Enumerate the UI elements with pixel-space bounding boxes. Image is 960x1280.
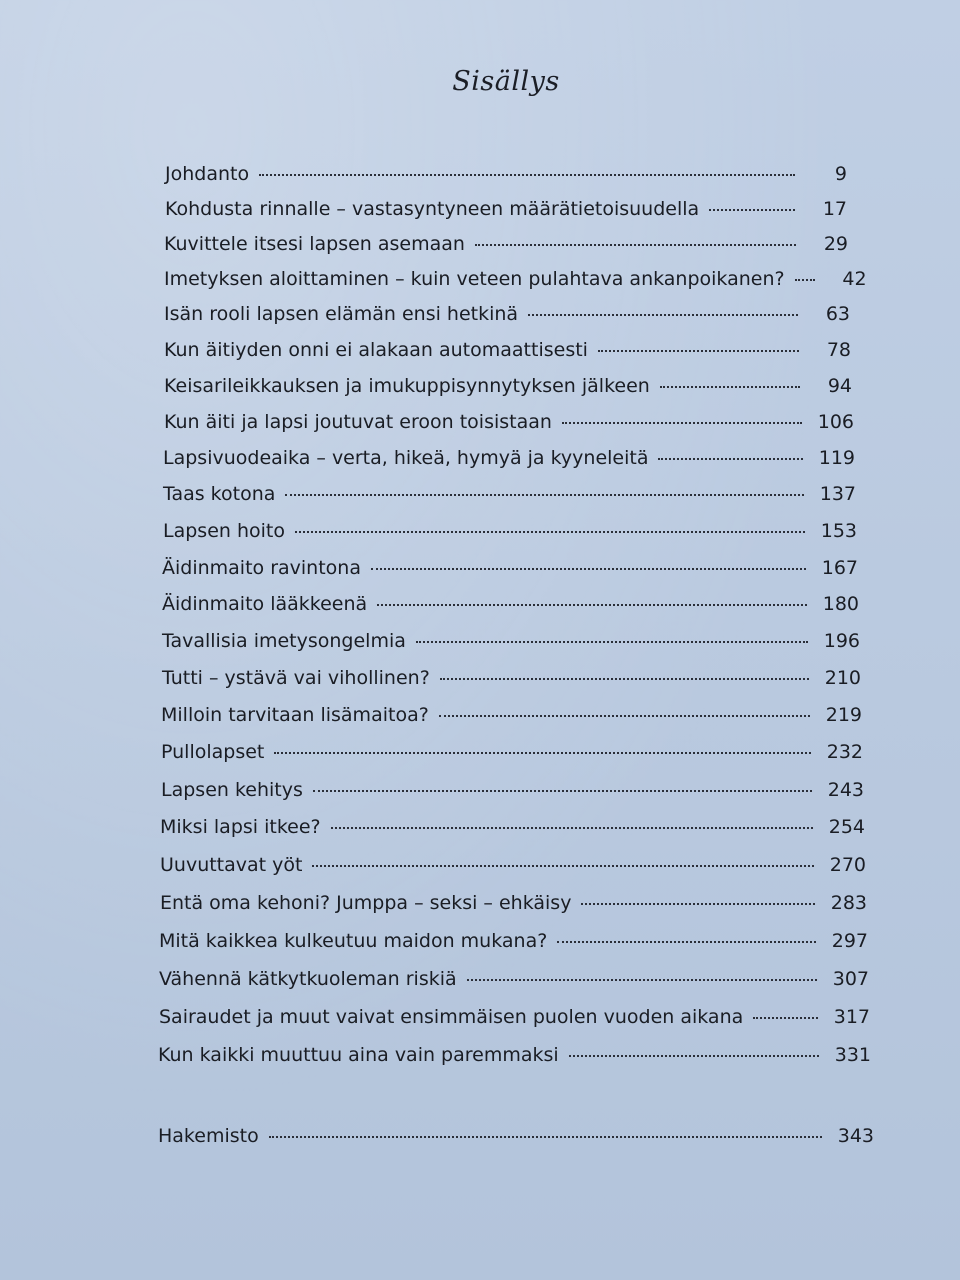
toc-entry-label: Kuvittele itsesi lapsen asemaan	[164, 233, 465, 255]
toc-entry-page: 9	[834, 163, 847, 185]
toc-entry-label: Milloin tarvitaan lisämaitoa?	[161, 704, 429, 726]
toc-entry-label: Miksi lapsi itkee?	[160, 816, 321, 838]
toc-entry-page: 270	[829, 854, 866, 876]
dot-leader	[269, 1136, 822, 1138]
toc-entry	[160, 853, 866, 877]
toc-entry-label: Uuvuttavat yöt	[160, 854, 303, 876]
toc-entry-label: Lapsen kehitys	[161, 779, 303, 801]
toc-entry	[164, 302, 850, 326]
dot-leader	[557, 941, 816, 943]
toc-entry-index	[158, 1124, 874, 1148]
toc-entry-page: 29	[823, 233, 848, 255]
toc-entry-label: Tutti – ystävä vai vihollinen?	[162, 667, 430, 689]
toc-entry	[163, 482, 856, 506]
dot-leader	[440, 678, 809, 680]
toc-entry-page: 297	[831, 930, 868, 952]
dot-leader	[475, 244, 796, 246]
toc-entry-label: Hakemisto	[158, 1125, 259, 1147]
toc-entry-label: Imetyksen aloittaminen – kuin veteen pulahtava ankanpoikanen?	[164, 268, 785, 290]
toc-entry	[164, 232, 848, 256]
toc-entry	[162, 666, 861, 690]
dot-leader	[295, 531, 805, 533]
toc-entry-page: 63	[825, 303, 850, 325]
dot-leader	[658, 458, 803, 460]
toc-entry-label: Pullolapset	[161, 741, 265, 763]
toc-entry-page: 254	[828, 816, 865, 838]
toc-entry-label: Mitä kaikkea kulkeutuu maidon mukana?	[159, 930, 548, 952]
dot-leader	[598, 350, 799, 352]
toc-entry-page: 317	[833, 1006, 870, 1028]
toc-entry-label: Vähennä kätkytkuoleman riskiä	[159, 968, 457, 990]
toc-entry	[164, 410, 854, 434]
dot-leader	[259, 174, 795, 176]
toc-entry	[162, 629, 860, 653]
toc-entry-page: 137	[819, 483, 856, 505]
toc-entry-label: Äidinmaito ravintona	[162, 557, 361, 579]
dot-leader	[581, 903, 815, 905]
toc-entry-label: Äidinmaito lääkkeenä	[162, 593, 368, 615]
toc-entry	[159, 929, 868, 953]
dot-leader	[569, 1055, 819, 1057]
dot-leader	[274, 752, 811, 754]
toc-entry-label: Taas kotona	[163, 483, 276, 505]
toc-entry-page: 153	[820, 520, 857, 542]
toc-entry	[161, 778, 864, 802]
dot-leader	[331, 827, 813, 829]
toc-entry	[159, 967, 869, 991]
toc-entry	[164, 338, 851, 362]
toc-entry-label: Kohdusta rinnalle – vastasyntyneen määrätietoisuudella	[165, 198, 700, 220]
dot-leader	[371, 568, 806, 570]
toc-entry	[161, 703, 862, 727]
toc-entry	[160, 815, 865, 839]
toc-entry	[163, 446, 855, 470]
toc-entry-page: 78	[826, 339, 851, 361]
toc-entry-page: 219	[825, 704, 862, 726]
toc-entry	[162, 592, 859, 616]
toc-entry-page: 119	[818, 447, 855, 469]
toc-entry	[163, 519, 857, 543]
toc-entry-label: Kun kaikki muuttuu aina vain paremmaksi	[158, 1044, 559, 1066]
toc-entry	[161, 740, 863, 764]
dot-leader	[467, 979, 817, 981]
dot-leader	[528, 314, 798, 316]
dot-leader	[285, 494, 804, 496]
dot-leader	[753, 1017, 818, 1019]
toc-entry-label: Johdanto	[165, 163, 250, 185]
dot-leader	[660, 386, 800, 388]
toc-entry	[164, 267, 867, 291]
dot-leader	[313, 790, 812, 792]
dot-leader	[377, 604, 807, 606]
toc-entry-page: 343	[837, 1125, 874, 1147]
toc-entry-page: 307	[832, 968, 869, 990]
dot-leader	[416, 641, 808, 643]
toc-entry-page: 243	[827, 779, 864, 801]
toc-entry-label: Tavallisia imetysongelmia	[162, 630, 406, 652]
dot-leader	[439, 715, 810, 717]
page-title: Sisällys	[452, 66, 560, 97]
toc-entry-page: 42	[842, 268, 867, 290]
toc-entry-label: Kun äitiyden onni ei alakaan automaattisesti	[164, 339, 588, 361]
toc-entry-page: 196	[823, 630, 860, 652]
toc-entry-page: 94	[827, 375, 852, 397]
toc-entry-label: Sairaudet ja muut vaivat ensimmäisen puolen vuoden aikana	[159, 1006, 744, 1028]
toc-entry	[160, 891, 867, 915]
toc-entry-page: 210	[824, 667, 861, 689]
toc-entry-page: 106	[817, 411, 854, 433]
toc-entry-page: 17	[822, 198, 847, 220]
toc-entry-label: Lapsivuodeaika – verta, hikeä, hymyä ja kyyneleitä	[163, 447, 649, 469]
toc-entry-label: Entä oma kehoni? Jumppa – seksi – ehkäisy	[160, 892, 572, 914]
toc-entry-page: 180	[822, 593, 859, 615]
toc-entry	[162, 556, 858, 580]
toc-entry	[159, 1005, 870, 1029]
dot-leader	[709, 209, 795, 211]
toc-entry-page: 283	[830, 892, 867, 914]
toc-entry	[165, 197, 847, 221]
toc-entry-page: 232	[826, 741, 863, 763]
toc-entry	[165, 162, 847, 186]
toc-entry-label: Keisarileikkauksen ja imukuppisynnytyksen jälkeen	[164, 375, 650, 397]
toc-entry-page: 331	[834, 1044, 871, 1066]
dot-leader	[312, 865, 814, 867]
dot-leader	[562, 422, 802, 424]
toc-entry-label: Isän rooli lapsen elämän ensi hetkinä	[164, 303, 519, 325]
toc-entry-label: Lapsen hoito	[163, 520, 285, 542]
toc-entry-page: 167	[821, 557, 858, 579]
toc-entry	[164, 374, 852, 398]
toc-entry-label: Kun äiti ja lapsi joutuvat eroon toisistaan	[164, 411, 552, 433]
dot-leader	[795, 279, 815, 281]
toc-entry	[158, 1043, 871, 1067]
